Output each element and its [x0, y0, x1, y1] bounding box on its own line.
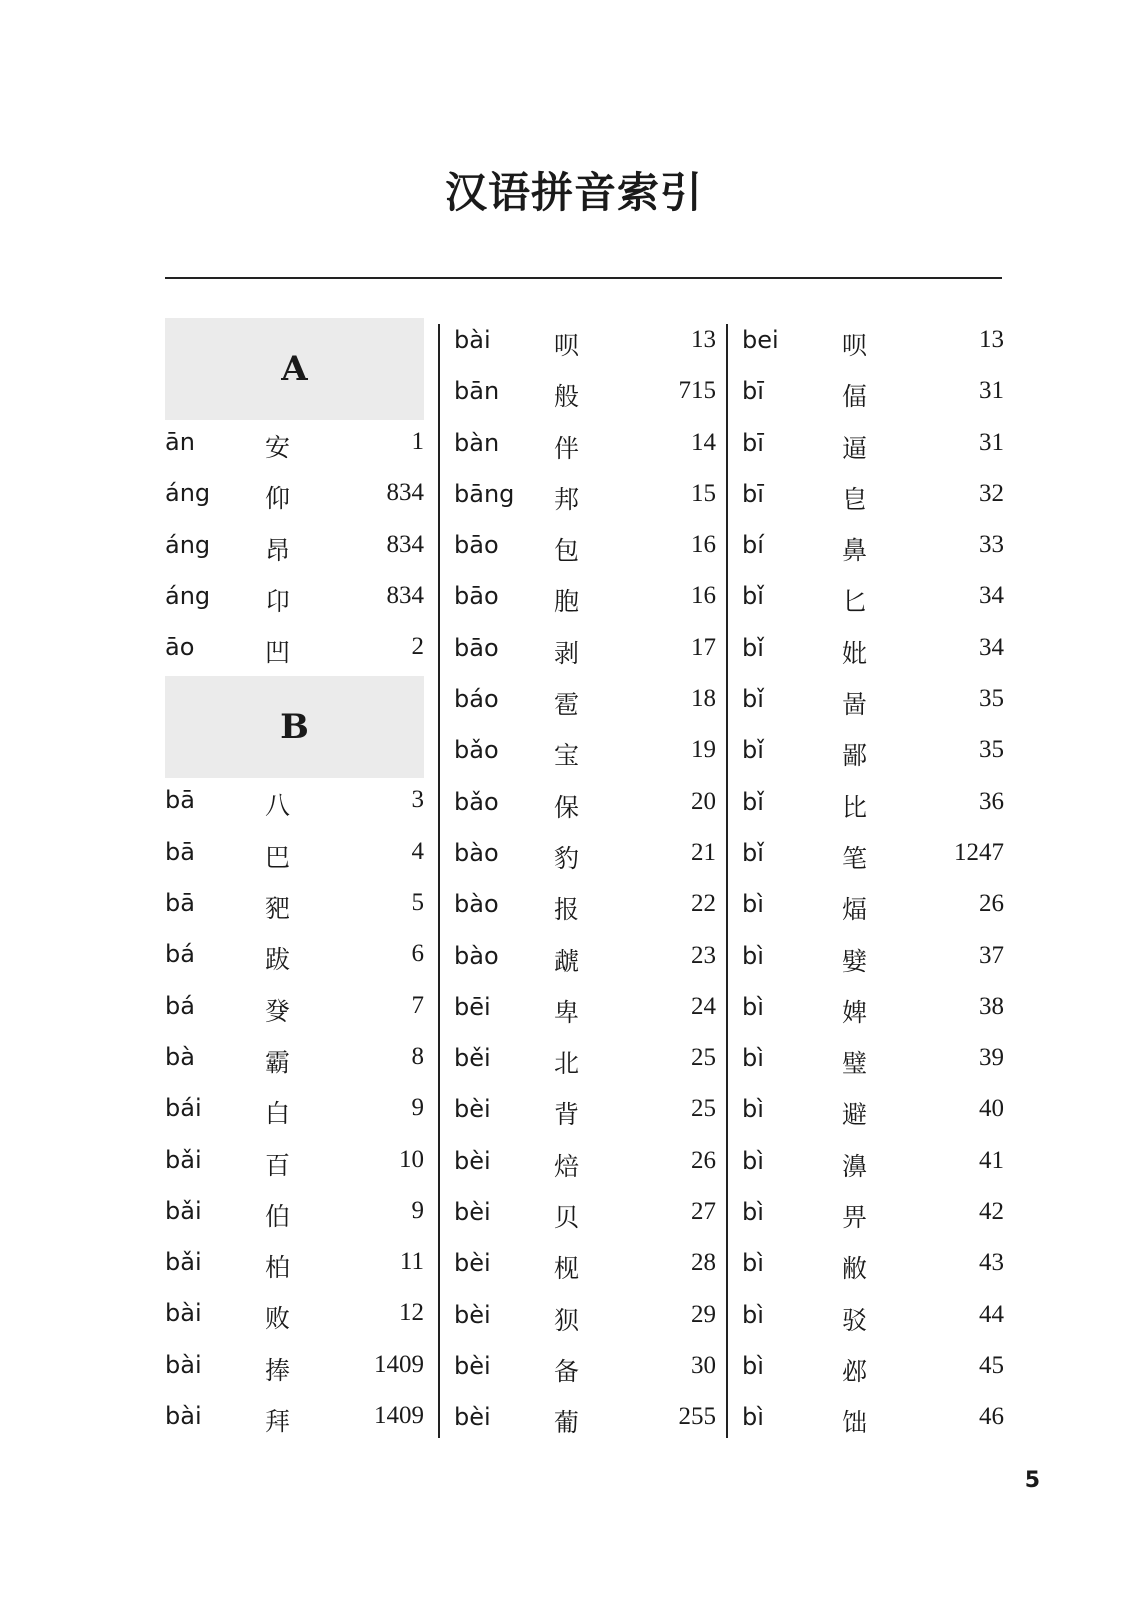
page-ref: 1409 [374, 1350, 424, 1378]
letter-section-header: A [165, 318, 424, 420]
character-text: 敝 [842, 1254, 868, 1284]
character-text: 宝 [554, 741, 580, 771]
character-text: 伯 [265, 1201, 291, 1231]
pinyin-text: bì [742, 1300, 764, 1329]
index-entry [728, 523, 1004, 574]
page-ref: 35 [979, 736, 1004, 764]
index-entry [728, 1241, 1004, 1292]
pinyin-text: bā [165, 786, 195, 815]
page-title: 汉语拼音索引 [444, 168, 703, 217]
pinyin-text: bào [454, 941, 499, 970]
page-ref: 26 [691, 1146, 716, 1174]
pinyin-text: bái [165, 1094, 202, 1123]
page-ref: 26 [979, 890, 1004, 918]
page-ref: 13 [979, 326, 1004, 353]
index-entry [440, 985, 716, 1036]
character-text: 枧 [554, 1254, 580, 1284]
character-text: 豝 [265, 894, 291, 924]
character-text: 贝 [554, 1203, 580, 1233]
index-entry [165, 1189, 424, 1240]
page-ref: 22 [691, 890, 716, 918]
index-entry [165, 1394, 424, 1445]
index-entry [440, 1293, 716, 1344]
index-entry [440, 574, 716, 625]
pinyin-text: běi [454, 1044, 491, 1073]
index-entry [728, 1036, 1004, 1087]
page-ref: 14 [691, 428, 716, 456]
page-ref: 40 [979, 1095, 1004, 1123]
character-text: 柏 [265, 1253, 291, 1283]
index-entry [165, 881, 424, 932]
index-entry [440, 1344, 716, 1395]
index-entry [728, 421, 1004, 472]
character-text: 啚 [842, 690, 868, 720]
character-text: 伴 [554, 433, 580, 463]
page-ref: 17 [691, 633, 716, 661]
page-ref: 23 [691, 941, 716, 969]
character-text: 报 [554, 895, 580, 925]
index-entry [440, 1036, 716, 1087]
pinyin-text: ān [165, 428, 195, 456]
index-entry [440, 934, 716, 985]
page-ref: 18 [691, 685, 716, 713]
pinyin-text: bāo [454, 582, 499, 611]
index-entry [165, 420, 424, 471]
index-entry [440, 318, 716, 369]
character-text: 背 [554, 1100, 580, 1130]
pinyin-text: bǐ [742, 633, 764, 662]
page-ref: 31 [979, 377, 1004, 405]
pinyin-text: bí [742, 531, 764, 560]
index-entry [440, 626, 716, 677]
character-text: 捧 [265, 1355, 291, 1385]
index-entry [440, 882, 716, 933]
character-text: 保 [554, 792, 580, 822]
character-text: 婢 [842, 997, 868, 1027]
pinyin-text: bèi [454, 1351, 491, 1380]
pinyin-text: bèi [454, 1146, 491, 1175]
pinyin-text: bǎi [165, 1145, 202, 1174]
index-entry [440, 1087, 716, 1138]
page-ref: 9 [411, 1094, 424, 1122]
pinyin-text: bài [165, 1350, 202, 1379]
index-entry [440, 1395, 716, 1446]
page-ref: 20 [691, 787, 716, 815]
index-entry [728, 369, 1004, 420]
index-column-3 [726, 324, 1004, 1438]
index-entry [728, 1087, 1004, 1138]
page-ref: 12 [399, 1299, 424, 1327]
page-ref: 27 [691, 1198, 716, 1226]
pinyin-text: bài [165, 1402, 202, 1431]
pinyin-text: bēi [454, 992, 491, 1021]
page-ref: 46 [979, 1403, 1004, 1431]
character-text: 仰 [265, 484, 291, 514]
page-ref: 10 [399, 1145, 424, 1173]
character-text: 八 [265, 791, 291, 821]
character-text: 葡 [554, 1408, 580, 1438]
character-text: 呗 [554, 331, 580, 360]
character-text: 凹 [265, 638, 291, 668]
character-text: 包 [554, 536, 580, 566]
pinyin-text: bǐ [742, 736, 764, 765]
character-text: 白 [265, 1099, 291, 1129]
character-text: 北 [554, 1049, 580, 1079]
pinyin-text: bā [165, 889, 195, 918]
index-entry [165, 984, 424, 1035]
page-ref: 715 [678, 377, 716, 405]
index-entry [165, 1291, 424, 1342]
page-ref: 834 [386, 479, 424, 507]
pinyin-text: bèi [454, 1249, 491, 1278]
pinyin-text: bài [165, 1299, 202, 1328]
character-text: 霸 [265, 1047, 291, 1077]
index-entry [165, 1138, 424, 1189]
index-entry [728, 1190, 1004, 1241]
character-text: 卬 [265, 586, 291, 616]
page-ref: 1 [411, 428, 424, 455]
character-text: 匕 [842, 587, 868, 617]
index-entry [728, 934, 1004, 985]
page-ref: 255 [678, 1403, 716, 1431]
character-text: 妣 [842, 638, 868, 668]
page-ref: 15 [691, 479, 716, 507]
page-ref: 3 [411, 786, 424, 814]
character-text: 雹 [554, 690, 580, 720]
character-text: 备 [554, 1356, 580, 1386]
character-text: 驳 [842, 1305, 868, 1335]
character-text: 卑 [554, 997, 580, 1027]
index-entry [728, 831, 1004, 882]
character-text: 避 [842, 1100, 868, 1130]
index-entry [728, 985, 1004, 1036]
page-ref: 28 [691, 1249, 716, 1277]
character-text: 巴 [265, 842, 291, 872]
letter-section-header: B [165, 676, 424, 778]
pinyin-text: āo [165, 633, 195, 662]
index-entry [165, 574, 424, 625]
pinyin-text: bì [742, 1146, 764, 1175]
page-ref: 44 [979, 1300, 1004, 1328]
index-entry [440, 1241, 716, 1292]
pinyin-text: áng [165, 581, 211, 610]
pinyin-text: bǐ [742, 582, 764, 611]
pinyin-text: bǐ [742, 685, 764, 714]
page-ref: 834 [386, 581, 424, 609]
page-ref: 7 [411, 991, 424, 1019]
character-text: 皀 [842, 484, 868, 514]
page-ref: 41 [979, 1146, 1004, 1174]
page-ref: 45 [979, 1351, 1004, 1379]
character-text: 百 [265, 1150, 291, 1180]
character-text: 昂 [265, 535, 291, 565]
index-entry [728, 574, 1004, 625]
page-ref: 11 [399, 1248, 424, 1276]
index-entry [728, 1395, 1004, 1446]
pinyin-text: áng [165, 479, 211, 508]
index-entry [165, 1086, 424, 1137]
pinyin-text: bá [165, 991, 195, 1020]
pinyin-text: bèi [454, 1095, 491, 1124]
page-ref: 25 [691, 1044, 716, 1072]
pinyin-text: bì [742, 890, 764, 919]
character-text: 逼 [842, 433, 868, 463]
pinyin-text: bào [454, 838, 499, 867]
page-ref: 6 [411, 940, 424, 968]
character-text: 般 [554, 382, 580, 412]
page-ref: 4 [411, 837, 424, 865]
pinyin-text: bǎi [165, 1196, 202, 1225]
page-ref: 21 [691, 838, 716, 866]
pinyin-text: bei [742, 326, 779, 354]
index-entry [165, 1240, 424, 1291]
pinyin-text: bì [742, 992, 764, 1021]
character-text: 呗 [842, 331, 868, 360]
index-entry [728, 882, 1004, 933]
index-entry [165, 932, 424, 983]
pinyin-text: bì [742, 941, 764, 970]
character-text: 邲 [842, 1356, 868, 1386]
index-entry [728, 677, 1004, 728]
character-text: 邦 [554, 484, 580, 514]
pinyin-text: bì [742, 1351, 764, 1380]
page-ref: 5 [411, 889, 424, 917]
index-entry [165, 523, 424, 574]
character-text: 豹 [554, 843, 580, 873]
character-text: 偪 [842, 382, 868, 412]
pinyin-text: bì [742, 1198, 764, 1227]
character-text: 笔 [842, 843, 868, 873]
index-entry [728, 318, 1004, 369]
index-entry [728, 780, 1004, 831]
pinyin-text: bì [742, 1095, 764, 1124]
index-entry [440, 369, 716, 420]
character-text: 鄙 [842, 741, 868, 771]
pinyin-text: bāng [454, 479, 515, 508]
character-text: 胞 [554, 587, 580, 617]
pinyin-text: bī [742, 428, 764, 457]
page-ref: 35 [979, 685, 1004, 713]
pinyin-text: báo [454, 685, 499, 714]
character-text: 濞 [842, 1151, 868, 1181]
character-text: 煏 [842, 895, 868, 925]
index-entry [165, 778, 424, 829]
pinyin-text: bài [454, 326, 491, 354]
index-entry [440, 1139, 716, 1190]
character-text: 狈 [554, 1305, 580, 1335]
page-ref: 24 [691, 992, 716, 1020]
pinyin-text: bī [742, 377, 764, 406]
pinyin-text: bāo [454, 531, 499, 560]
index-entry [440, 831, 716, 882]
character-text: 饳 [842, 1408, 868, 1438]
pinyin-text: bǎo [454, 736, 499, 765]
pinyin-text: bào [454, 890, 499, 919]
page-ref: 1409 [374, 1402, 424, 1430]
page-ref: 39 [979, 1044, 1004, 1072]
index-entry [440, 677, 716, 728]
character-text: 安 [265, 433, 291, 462]
pinyin-text: bāo [454, 633, 499, 662]
page-ref: 25 [691, 1095, 716, 1123]
index-entry [440, 1190, 716, 1241]
character-text: 鼻 [842, 536, 868, 566]
index-entry [165, 625, 424, 676]
index-entry [165, 471, 424, 522]
character-text: 虣 [554, 946, 580, 976]
pinyin-text: bì [742, 1403, 764, 1432]
index-column-1 [165, 318, 424, 1445]
pinyin-text: bǐ [742, 787, 764, 816]
page-ref: 37 [979, 941, 1004, 969]
index-entry [728, 1139, 1004, 1190]
pinyin-text: bà [165, 1042, 195, 1071]
pinyin-text: bá [165, 940, 195, 969]
pinyin-text: bā [165, 837, 195, 866]
pinyin-text: bèi [454, 1403, 491, 1432]
page-ref: 33 [979, 531, 1004, 559]
page-ref: 34 [979, 633, 1004, 661]
pinyin-text: bī [742, 479, 764, 508]
page-ref: 834 [386, 530, 424, 558]
page-ref: 43 [979, 1249, 1004, 1277]
character-text: 畀 [842, 1203, 868, 1233]
index-entry [165, 1343, 424, 1394]
index-entry [440, 421, 716, 472]
pinyin-text: bǎo [454, 787, 499, 816]
index-entry [440, 472, 716, 523]
character-text: 嬖 [842, 946, 868, 976]
pinyin-text: bèi [454, 1300, 491, 1329]
index-entry [440, 728, 716, 779]
index-entry [728, 1293, 1004, 1344]
index-entry [165, 1035, 424, 1086]
page-ref: 31 [979, 428, 1004, 456]
character-text: 拜 [265, 1407, 291, 1437]
pinyin-text: áng [165, 530, 211, 559]
character-text: 比 [842, 792, 868, 822]
page-ref: 13 [691, 326, 716, 353]
pinyin-text: bì [742, 1044, 764, 1073]
pinyin-text: bàn [454, 428, 500, 457]
pinyin-text: bì [742, 1249, 764, 1278]
index-entry [728, 626, 1004, 677]
index-entry [440, 780, 716, 831]
page-ref: 32 [979, 479, 1004, 507]
page-ref: 9 [411, 1196, 424, 1224]
index-entry [728, 728, 1004, 779]
character-text: 败 [265, 1304, 291, 1334]
index-entry [165, 830, 424, 881]
character-text: 璧 [842, 1049, 868, 1079]
index-column-2 [438, 324, 716, 1438]
page-ref: 42 [979, 1198, 1004, 1226]
title-divider [165, 277, 1002, 279]
character-text: 焙 [554, 1151, 580, 1181]
page-number: 5 [1024, 1468, 1040, 1493]
page-ref: 16 [691, 582, 716, 610]
pinyin-text: bǎi [165, 1248, 202, 1277]
page-ref: 30 [691, 1351, 716, 1379]
character-text: 跋 [265, 945, 291, 975]
page-ref: 29 [691, 1300, 716, 1328]
index-entry [728, 472, 1004, 523]
page-ref: 1247 [954, 838, 1004, 866]
page-ref: 19 [691, 736, 716, 764]
page-ref: 38 [979, 992, 1004, 1020]
character-text: 剥 [554, 638, 580, 668]
pinyin-text: bǐ [742, 838, 764, 867]
index-entry [728, 1344, 1004, 1395]
pinyin-text: bān [454, 377, 500, 406]
page-ref: 36 [979, 787, 1004, 815]
page-ref: 34 [979, 582, 1004, 610]
character-text: 癹 [265, 996, 291, 1026]
page-ref: 2 [411, 633, 424, 661]
pinyin-text: bèi [454, 1198, 491, 1227]
page-ref: 16 [691, 531, 716, 559]
index-entry [440, 523, 716, 574]
page-ref: 8 [411, 1042, 424, 1070]
